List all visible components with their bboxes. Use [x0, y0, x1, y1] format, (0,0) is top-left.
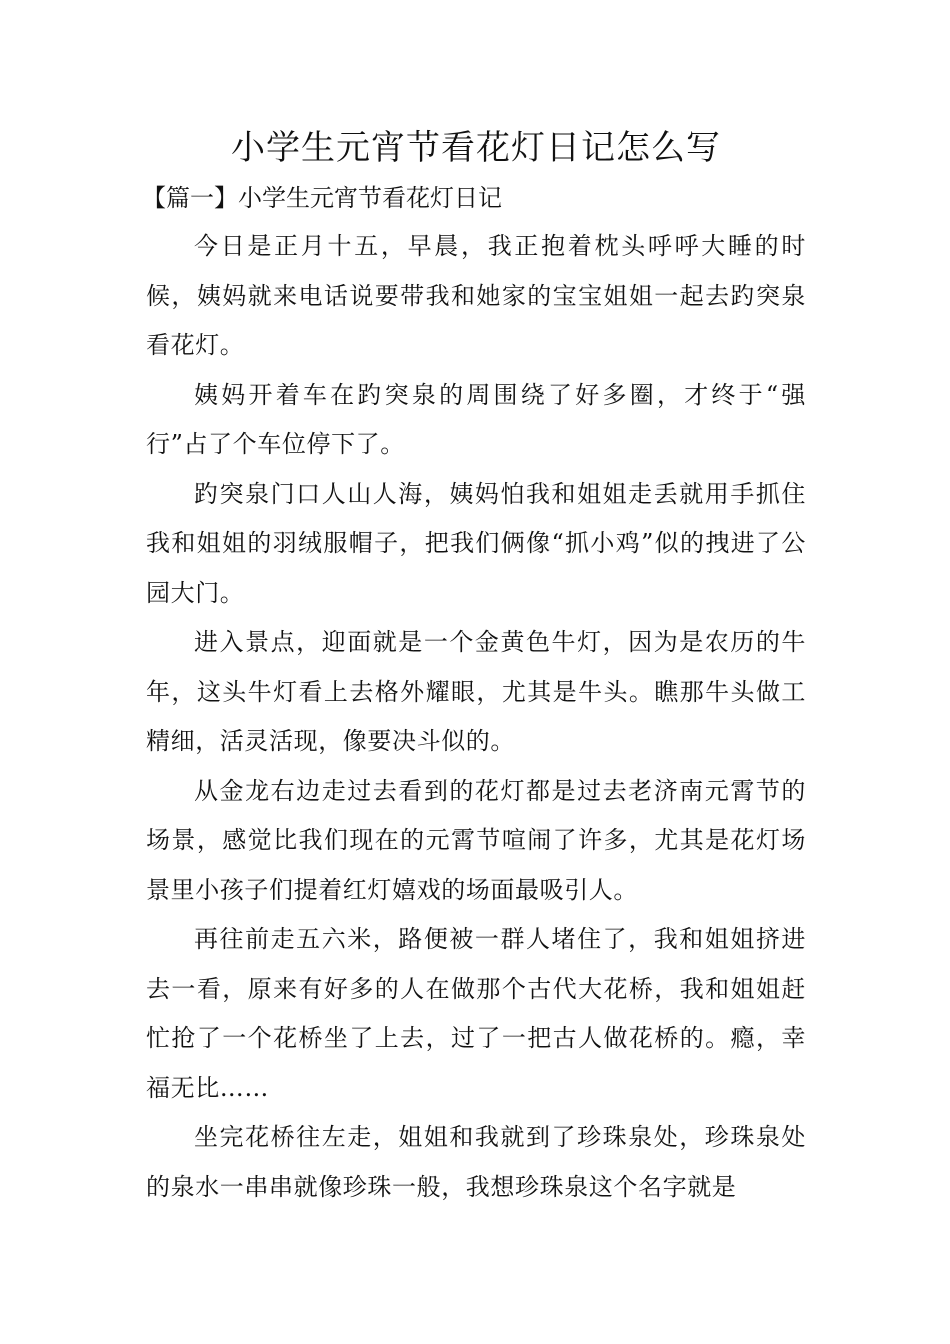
paragraph-6: 再往前走五六米，路便被一群人堵住了，我和姐姐挤进去一看，原来有好多的人在做那个古代大花桥，我和姐姐赶忙抢了一个花桥坐了上去，过了一把古人做花桥的。瘾，幸福无比…… — [146, 925, 806, 1102]
section-heading: 【篇一】小学生元宵节看花灯日记 — [142, 184, 502, 212]
paragraph-7: 坐完花桥往左走，姐姐和我就到了珍珠泉处，珍珠泉处的泉水一串串就像珍珠一般，我想珍珠泉这个名字就是 — [146, 1123, 806, 1201]
paragraph-5: 从金龙右边走过去看到的花灯都是过去老济南元霄节的场景，感觉比我们现在的元霄节喧闹了许多，尤其是花灯场景里小孩子们提着红灯嬉戏的场面最吸引人。 — [146, 776, 806, 904]
document-title: 小学生元宵节看花灯日记怎么写 — [231, 128, 721, 168]
document-page — [142, 118, 806, 1212]
paragraph-2: 姨妈开着车在趵突泉的周围绕了好多圈，才终于“强行”占了个车位停下了。 — [146, 380, 806, 458]
paragraph-4: 进入景点，迎面就是一个金黄色牛灯，因为是农历的牛年，这头牛灯看上去格外耀眼，尤其是牛头。瞧那牛头做工精细，活灵活现，像要决斗似的。 — [146, 628, 806, 755]
paragraph-1: 今日是正月十五，早晨，我正抱着枕头呼呼大睡的时候，姨妈就来电话说要带我和她家的宝宝姐姐一起去趵突泉看花灯。 — [146, 232, 806, 359]
paragraph-3: 趵突泉门口人山人海，姨妈怕我和姐姐走丢就用手抓住我和姐姐的羽绒服帽子，把我们俩像“抓小鸡”似的拽进了公园大门。 — [146, 479, 806, 607]
